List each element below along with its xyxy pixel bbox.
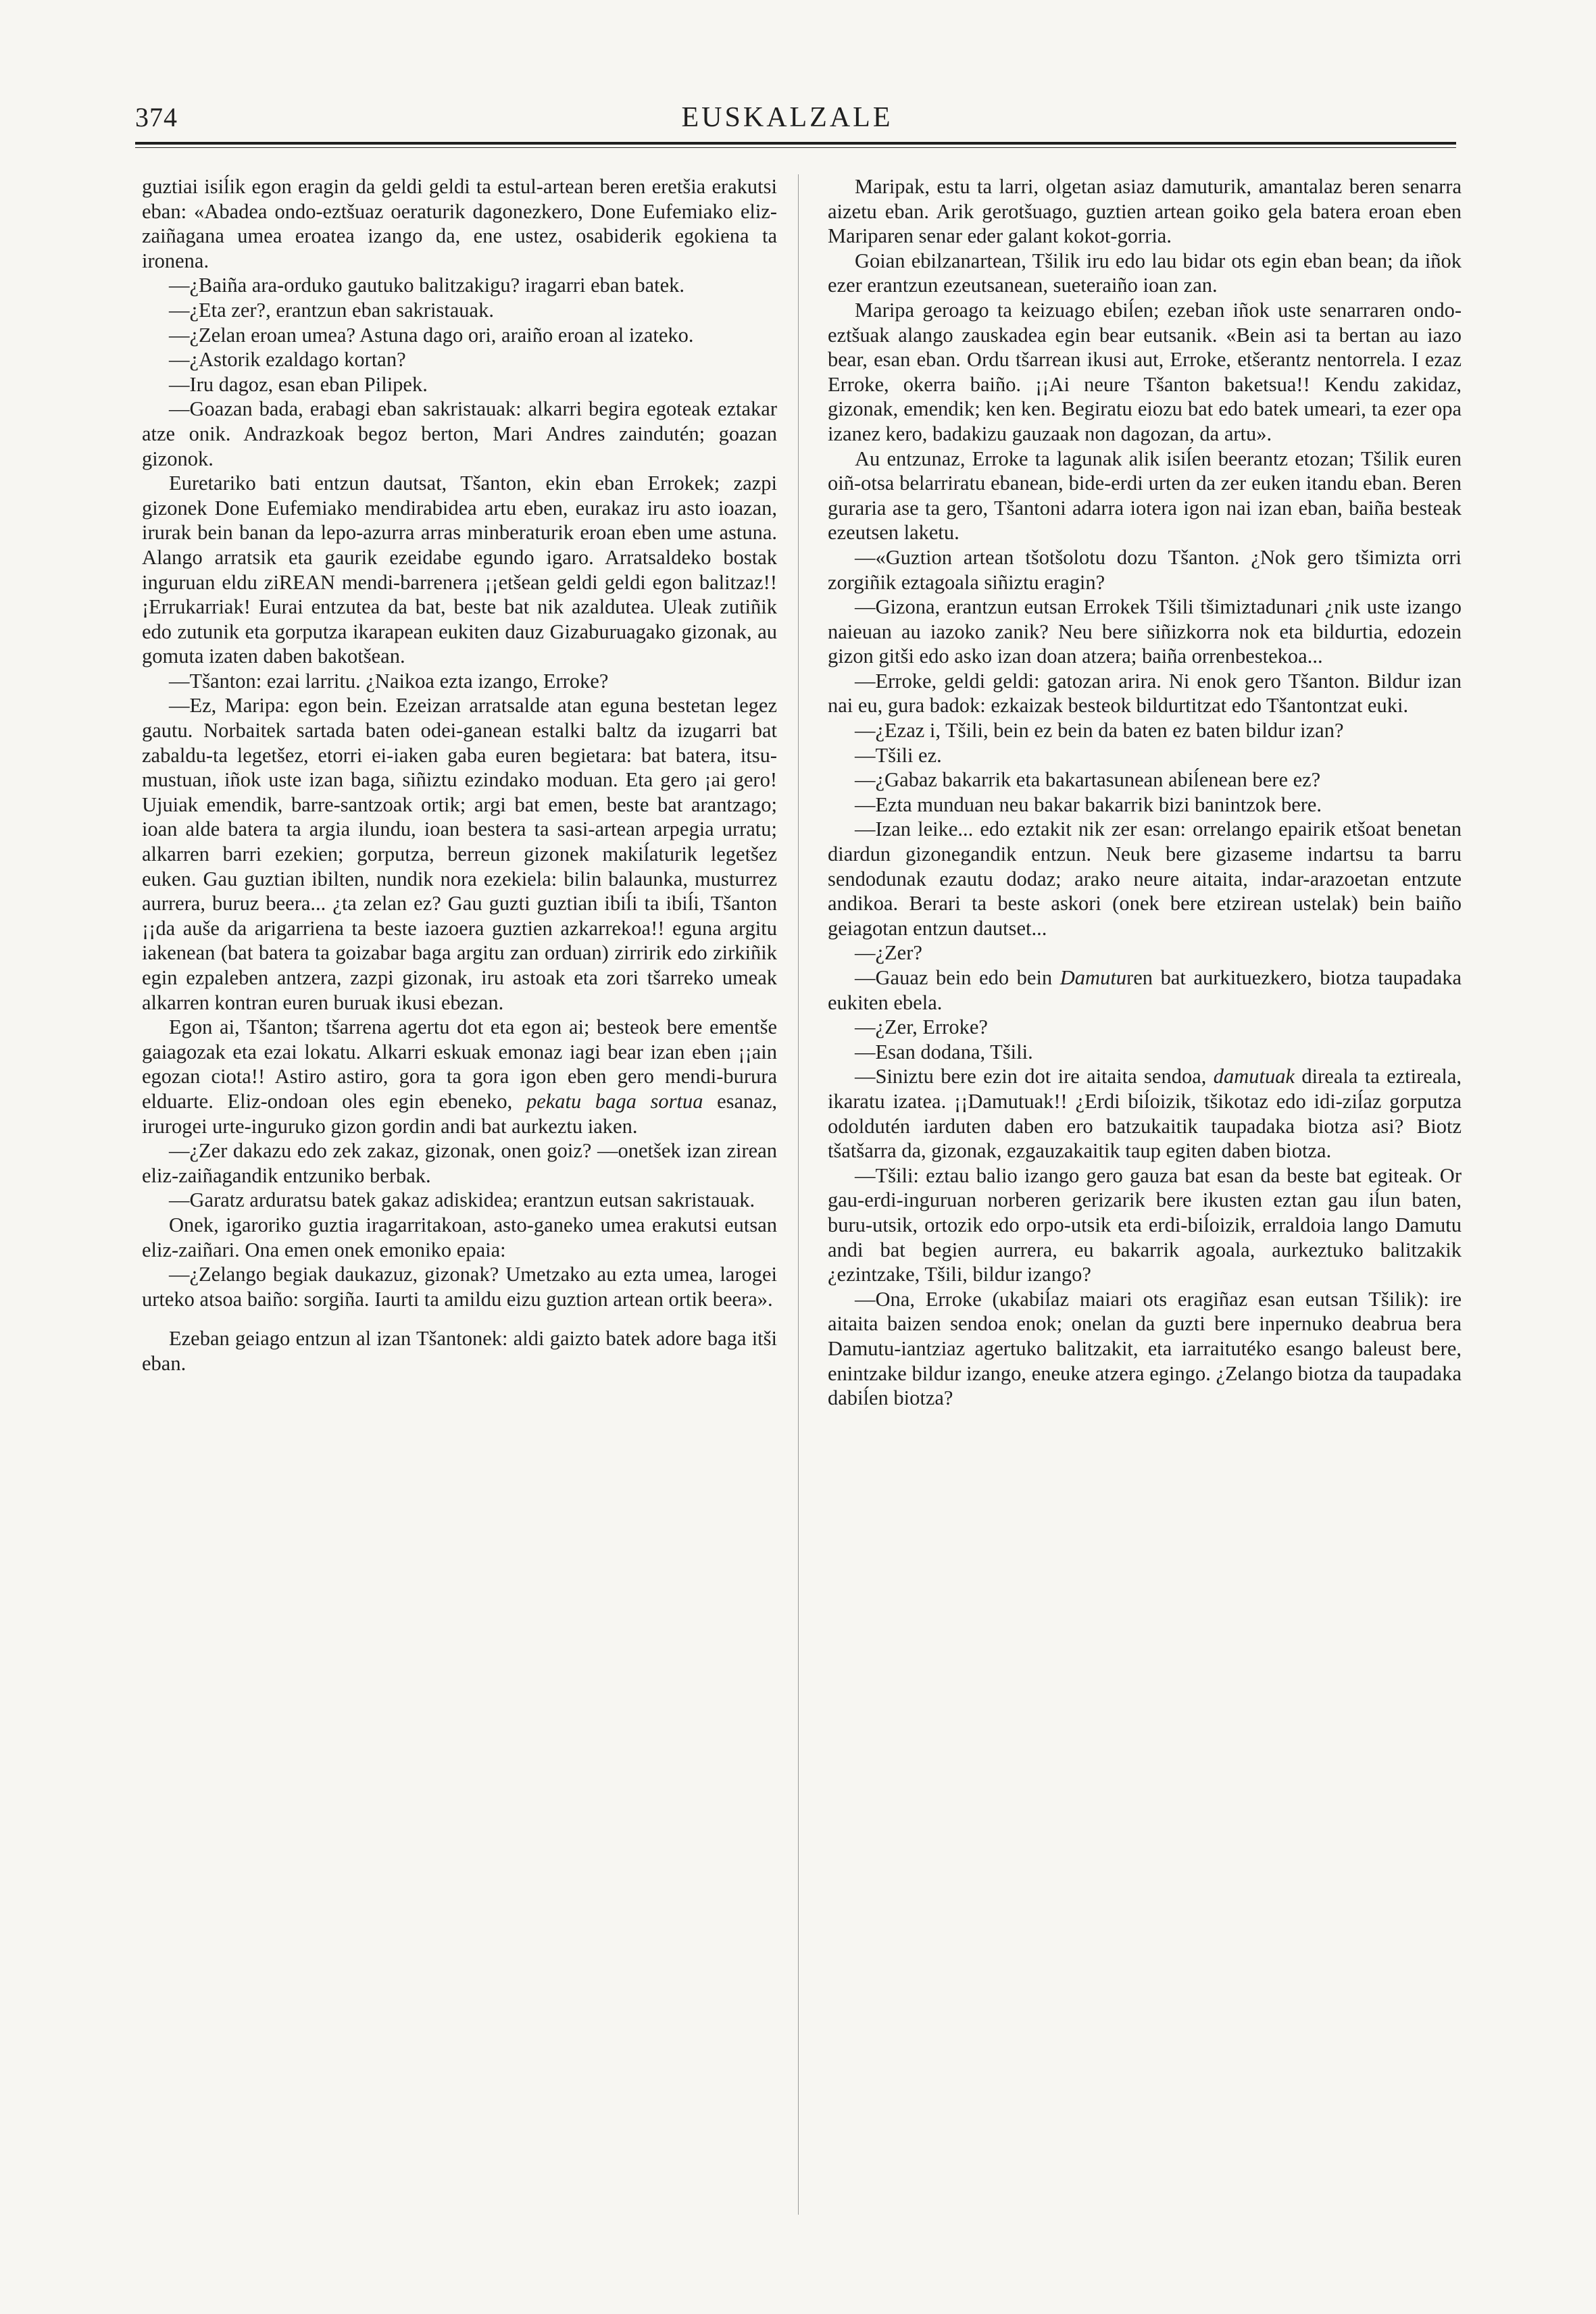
paragraph <box>828 1015 1462 1040</box>
paragraph <box>142 1262 777 1311</box>
paragraph <box>142 298 777 323</box>
paragraph <box>142 471 777 669</box>
paragraph-text: —Ona, Erroke (ukabiĺaz maiari ots eragiñaz esan eutsan Tšilik): ire aitaita baizen sendoa enok; onelan da guzti bere inpernuko deabrua bera Damutu-iantziaz agertuko balitzakit, eta iarraitutéko esango baleust bere, enintzake bildur izango, eneuke atzera egingo. ¿Zelango biotza da taupadaka dabiĺen biotza? <box>828 1287 1462 1410</box>
paragraph <box>828 743 1462 768</box>
paragraph-text: —Gizona, erantzun eutsan Errokek Tšili tšimiztadunari ¿nik uste izango naieuan au iazoko zanik? Neu bere siñizkorra nok eta bildurtia, edozein gizon gitši edo asko izan doan atzera; baiña orrenbestekoa... <box>828 595 1462 668</box>
paragraph-text: —Izan leike... edo eztakit nik zer esan: orrelango epairik etšoat benetan diardun gizonegandik entzun. Neuk bere gizaseme indartsu ta barru sendodunak ezautu dodaz; arako neure aitaita, indar-arazoetan entzute andikoa. Berari ta beste askori (onek bere etzirean ustelak) bein baiño geiagotan entzun dautset... <box>828 818 1462 940</box>
header-rule-thick <box>135 142 1456 145</box>
paragraph-text: —¿Ezaz i, Tšili, bein ez bein da baten ez baten bildur izan? <box>855 719 1344 743</box>
paragraph <box>828 249 1462 298</box>
paragraph <box>828 1287 1462 1411</box>
italic-term: Damutu <box>1059 966 1127 989</box>
paragraph-text: —Esan dodana, Tšili. <box>855 1040 1033 1063</box>
italic-term: pekatu baga sortua <box>526 1089 703 1113</box>
running-title: EUSKALZALE <box>681 102 893 133</box>
paragraph <box>828 940 1462 965</box>
paragraph-text: esanaz, irurogei urte-inguruko gizon gordin andi bat aurkeztu iaken. <box>142 1089 777 1138</box>
paragraph-text: Egon ai, Tšanton; tšarrena agertu dot eta egon ai; besteok bere ementše gaiagozak eta ezai lokatu. Alkarri eskuak emonaz iagi bear izan eben ¡¡ain egozan ciota!! Astiro astiro, gora ta gora igon eben gero mendi-burura elduarte. Eliz-ondoan oles egin ebeneko, <box>142 1015 777 1113</box>
paragraph <box>828 817 1462 940</box>
paragraph <box>142 1015 777 1138</box>
paragraph <box>142 323 777 348</box>
paragraph <box>142 372 777 397</box>
left-column <box>142 174 777 1376</box>
paragraph-text: —Iru dagoz, esan eban Pilipek. <box>169 372 428 396</box>
paragraph-text: —Gauaz bein edo bein <box>855 966 1060 989</box>
paragraph-text: Onek, igaroriko guztia iragarritakoan, asto-ganeko umea erakutsi eutsan eliz-zaiñari. Ona emen onek emoniko epaia: <box>142 1213 777 1261</box>
paragraph <box>142 1188 777 1213</box>
header-rule-thin <box>135 147 1456 148</box>
paragraph-text: —Tšili: eztau balio izango gero gauza bat esan da beste bat egiteak. Or gau-erdi-inguruan norberen gerizarik bere ikusten eztan gau iĺun baten, buru-utsik, ortozik edo orpo-utsik eta erdi-biĺoizik, erraldoia lango Damutu andi bat begien aurrera, eu bakarrik agoala, aurkeztuko balitzakik ¿ezintzake, Tšili, bildur izango? <box>828 1163 1462 1286</box>
paragraph <box>142 1138 777 1188</box>
right-column <box>828 174 1462 1411</box>
page-number: 374 <box>135 102 178 132</box>
paragraph-text: Maripak, estu ta larri, olgetan asiaz damuturik, amantalaz beren senarra aizetu eban. Arik gerotšuago, guztien artean goiko gela batera eroan eben Mariparen senar eder galant kokot-gorria. <box>828 175 1462 248</box>
paragraph <box>828 1163 1462 1287</box>
paragraph <box>828 595 1462 669</box>
paragraph-text: —¿Baiña ara-orduko gautuko balitzakigu? iragarri eban batek. <box>169 274 685 297</box>
paragraph <box>828 669 1462 718</box>
paragraph <box>142 669 777 694</box>
paragraph <box>828 174 1462 249</box>
paragraph-text: Ezeban geiago entzun al izan Tšantonek: aldi gaizto batek adore baga itši eban. <box>142 1327 777 1375</box>
paragraph-text: —¿Zelan eroan umea? Astuna dago ori, araiño eroan al izateko. <box>169 323 694 347</box>
paragraph <box>828 1040 1462 1065</box>
paragraph <box>828 965 1462 1015</box>
paragraph <box>828 298 1462 447</box>
paragraph-text: —Siniztu bere ezin dot ire aitaita sendoa, <box>855 1065 1214 1088</box>
paragraph-text: Au entzunaz, Erroke ta lagunak alik isiĺen beerantz etozan; Tšilik euren oiñ-otsa belarriratu ebanean, bide-erdi urten da zer euken itandu eban. Beren guraria ase ta gero, Tšantoni adarra iotera igon nai izan eban, baiña besteak ezeutsen laketu. <box>828 447 1462 545</box>
paragraph <box>828 768 1462 793</box>
paragraph-text: —¿Zer? <box>855 941 922 965</box>
paragraph-text: —Erroke, geldi geldi: gatozan arira. Ni enok gero Tšanton. Bildur izan nai eu, gura badok: ezkaizak besteok bildurtitzat edo Tšantontzat euki. <box>828 669 1462 718</box>
paragraph-text: guztiai isiĺik egon eragin da geldi geldi ta estul-artean beren eretšia erakutsi eban: «Abadea ondo-eztšuaz oeraturik dagonezkero, Done Eufemiako eliz-zaiñagana umea eroatea izango da, ene ustez, osabiderik egokiena ta ironena. <box>142 175 777 272</box>
paragraph-text: —¿Zelango begiak daukazuz, gizonak? Umetzako au ezta umea, larogei urteko atsoa baiño: sorgiña. Iaurti ta amildu eizu guztion artean ortik beera». <box>142 1263 777 1311</box>
paragraph-text: Euretariko bati entzun dautsat, Tšanton, ekin eban Errokek; zazpi gizonek Done Eufemiako mendirabidea artu eben, eurakaz iru asto ioazan, irurak bein banan da lepo-azurra arras minberaturik eroan eben ume astuna. Alango arratsik eta gaurik ezeidabe egundo igaro. Arratsaldeko bostak inguruan eldu ziREAN mendi-barrenera ¡¡etšean geldi geldi egon balitzaz!! ¡Errukarriak! Eurai entzutea da bat, beste bat nik azaldutea. Uleak zutiñik edo zutunik eta gorputza ikarapean eukiten dauz Gizaburuagako gizonak, au gomuta izaten daben bakotšean. <box>142 472 777 668</box>
column-divider <box>798 174 799 2215</box>
paragraph <box>142 397 777 471</box>
paragraph-text: —Ezta munduan neu bakar bakarrik bizi banintzok bere. <box>855 793 1322 816</box>
paragraph-text: —¿Gabaz bakarrik eta bakartasunean abiĺenean bere ez? <box>855 768 1321 792</box>
paragraph <box>828 1064 1462 1163</box>
paragraph <box>142 347 777 372</box>
paragraph-text: —Ez, Maripa: egon bein. Ezeizan arratsalde atan eguna bestetan legez gautu. Norbaitek sartada baten odei-ganean estalki baltz da izugarri bat zabaldu-ta legetšez, etorri ei-iaken gaba euren begietara: bat batera, itsu-mustuan, iñok uste izan baga, siñiztu ezindako moduan. Eta gero ¡ai gero! Ujuiak emendik, barre-santzoak ortik; argi bat emen, beste bat arantzago; ioan alde batera ta argia ilundu, ioan bestera ta sasi-artean arpegia urratu; alkarren barri ezekien; gorputza, berreun gizonek makiĺaturik legetšez euken. Gau guztian ibilten, nundik nora ezekiela: bilin balaunka, musturrez aurrera, buruz beera... ¿ta zelan ez? Gau guzti guztian ibiĺi ta ibiĺi, Tšanton ¡¡da auše da arigarriena ta beste iazoera guztien azkarrekoa!! eguna argitu iakenean (bat batera ta goizabar baga argitu zan orduan) zirririk edo zirkiñik egin ezpaleben antzera, zazpi gizonak, iru astoak eta zori tšarreko umeak alkarren kontran euren buruak ikusi ebezan. <box>142 694 777 1014</box>
paragraph <box>142 174 777 273</box>
paragraph <box>828 718 1462 743</box>
paragraph-text: —¿Zer dakazu edo zek zakaz, gizonak, onen goiz? —onetšek izan zirean eliz-zaiñagandik entzuniko berbak. <box>142 1139 777 1187</box>
paragraph <box>142 1326 777 1376</box>
paragraph <box>828 447 1462 545</box>
paragraph-text: —Tšili ez. <box>855 743 942 767</box>
paragraph-text: —Goazan bada, erabagi eban sakristauak: alkarri begira egoteak eztakar atze onik. Andrazkoak begoz berton, Mari Andres zaindutén; goazan gizonok. <box>142 397 777 470</box>
paragraph <box>142 1213 777 1262</box>
paragraph-text: —¿Astorik ezaldago kortan? <box>169 348 406 372</box>
paragraph <box>828 793 1462 818</box>
italic-term: damutuak <box>1213 1065 1295 1088</box>
paragraph-text: direala ta eztireala, ikaratu izatea. ¡¡Damutuak!! ¿Erdi biĺoizik, tšikotaz edo idi-ziĺaz gorputza odoldutén iarduten daben ero batzukaitik taupadaka biotza asi? Biotz tšatšarra da, gizonak, ezgauzakaitik taup egiten daben biotza. <box>828 1065 1462 1163</box>
paragraph <box>142 693 777 1015</box>
paragraph-text: Maripa geroago ta keizuago ebiĺen; ezeban iñok uste senarraren ondo-eztšuak alango zauskadea egin bear eutsanik. «Bein asi ta bertan au iazo bear, esan eban. Ordu tšarrean ikusi aut, Erroke, etšerantz nentorrela. I ezaz Erroke, okerra baiño. ¡¡Ai neure Tšanton baketsua!! Kendu zakidaz, gizonak, emendik; ken ken. Begiratu eiozu bat edo batek umeari, ta ezer opa izanez kero, badakizu gauzaak non dagozan, da artu». <box>828 298 1462 445</box>
paragraph <box>828 545 1462 595</box>
paragraph <box>142 273 777 298</box>
paragraph-text: —¿Zer, Erroke? <box>855 1015 988 1039</box>
paragraph-text: ren bat aurkituezkero, biotza taupadaka eukiten ebela. <box>828 966 1462 1014</box>
paragraph-text: —«Guztion artean tšotšolotu dozu Tšanton. ¿Nok gero tšimizta orri zorgiñik eztagoala siñiztu eragin? <box>828 545 1462 594</box>
paragraph-text: —Garatz arduratsu batek gakaz adiskidea; erantzun eutsan sakristauak. <box>169 1188 755 1212</box>
paragraph-text: Goian ebilzanartean, Tšilik iru edo lau bidar ots egin eban bean; da iñok ezer erantzun ezeutsanean, sueteraiño ioan zan. <box>828 249 1462 297</box>
paragraph-text: —¿Eta zer?, erantzun eban sakristauak. <box>169 298 494 322</box>
paragraph-text: —Tšanton: ezai larritu. ¿Naikoa ezta izango, Erroke? <box>169 669 609 693</box>
